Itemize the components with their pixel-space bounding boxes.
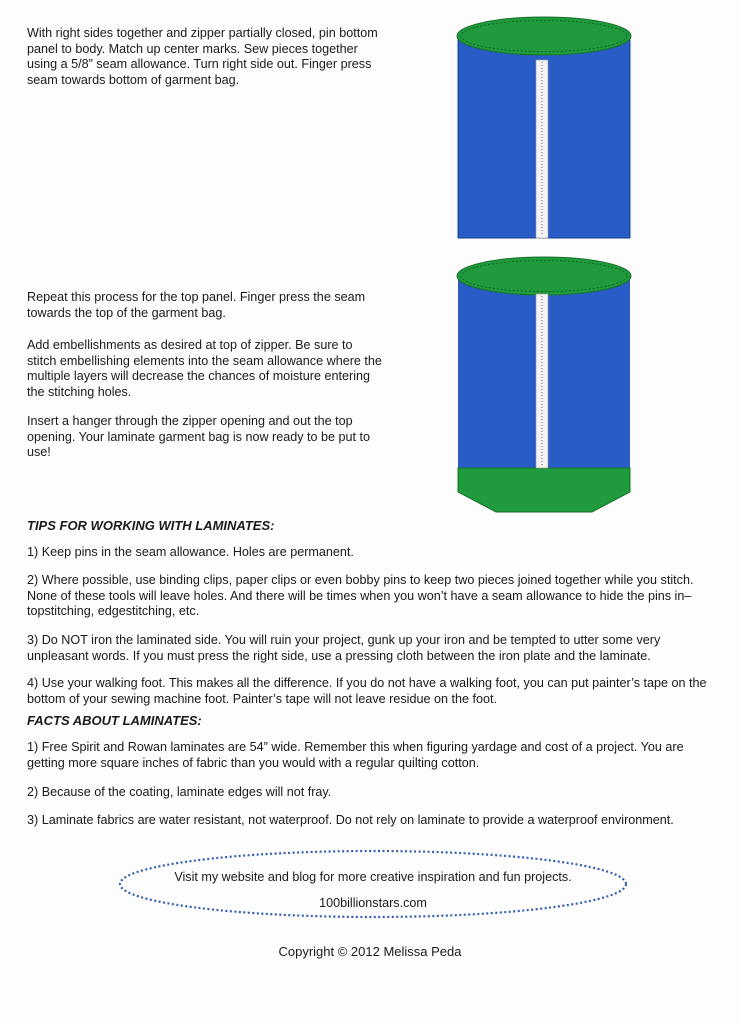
tip-item-4: 4) Use your walking foot. This makes all the difference. If you do not have a walking foot, you can put painter’s tape on the bottom of your sewing machine foot. Painter’s tape will not leave residue on the foot.: [27, 676, 707, 706]
step-1-text: With right sides together and zipper partially closed, pin bottom panel to body. Match up center marks. Sew pieces together using a 5/8” seam allowance. Turn right side out. Finger press seam towards bottom of garment bag.: [27, 26, 378, 87]
fact-item-2: 2) Because of the coating, laminate edges will not fray.: [27, 785, 332, 799]
fact-item-1: 1) Free Spirit and Rowan laminates are 54” wide. Remember this when figuring yardage and cost of a project. You are getting more square inches of fabric than you would with a regular quilting cotton.: [27, 740, 684, 770]
tip-item-2: 2) Where possible, use binding clips, paper clips or even bobby pins to keep two pieces joined together while you stitch. None of these tools will leave holes. And there will be times when you won’t have a seam allowance to hide the pins in–topstitching, edgestitching, etc.: [27, 573, 694, 618]
tips-heading: TIPS FOR WORKING WITH LAMINATES:: [27, 518, 275, 533]
top-panel-oval: [457, 257, 631, 295]
website-promo-text: Visit my website and blog for more creative inspiration and fun projects.: [174, 870, 572, 884]
fact-item-3: 3) Laminate fabrics are water resistant, not waterproof. Do not rely on laminate to provide a waterproof environment.: [27, 813, 674, 827]
step-4-text: Insert a hanger through the zipper opening and out the top opening. Your laminate garment bag is now ready to be put to use!: [27, 414, 371, 459]
website-link[interactable]: 100billionstars.com: [319, 896, 427, 910]
website-callout: [117, 848, 629, 920]
tip-item-1: 1) Keep pins in the seam allowance. Holes are permanent.: [27, 545, 354, 559]
bottom-panel: [458, 468, 630, 512]
facts-heading: FACTS ABOUT LAMINATES:: [27, 713, 202, 728]
step-3-text: Add embellishments as desired at top of zipper. Be sure to stitch embellishing elements into the seam allowance where the multiple layers will decrease the chances of moisture entering the stitching holes.: [27, 338, 382, 399]
copyright-notice: Copyright © 2012 Melissa Peda: [278, 944, 462, 959]
tip-item-3: 3) Do NOT iron the laminated side. You will ruin your project, gunk up your iron and be tempted to utter some very unpleasant words. If you must press the right side, use a pressing cloth between the iron plate and the laminate.: [27, 633, 661, 663]
step-2-text: Repeat this process for the top panel. Finger press the seam towards the top of the garment bag.: [27, 290, 366, 320]
garment-bag-illustration-1: [452, 14, 636, 240]
garment-bag-illustration-2: [452, 254, 636, 516]
green-panel-oval: [457, 17, 631, 55]
